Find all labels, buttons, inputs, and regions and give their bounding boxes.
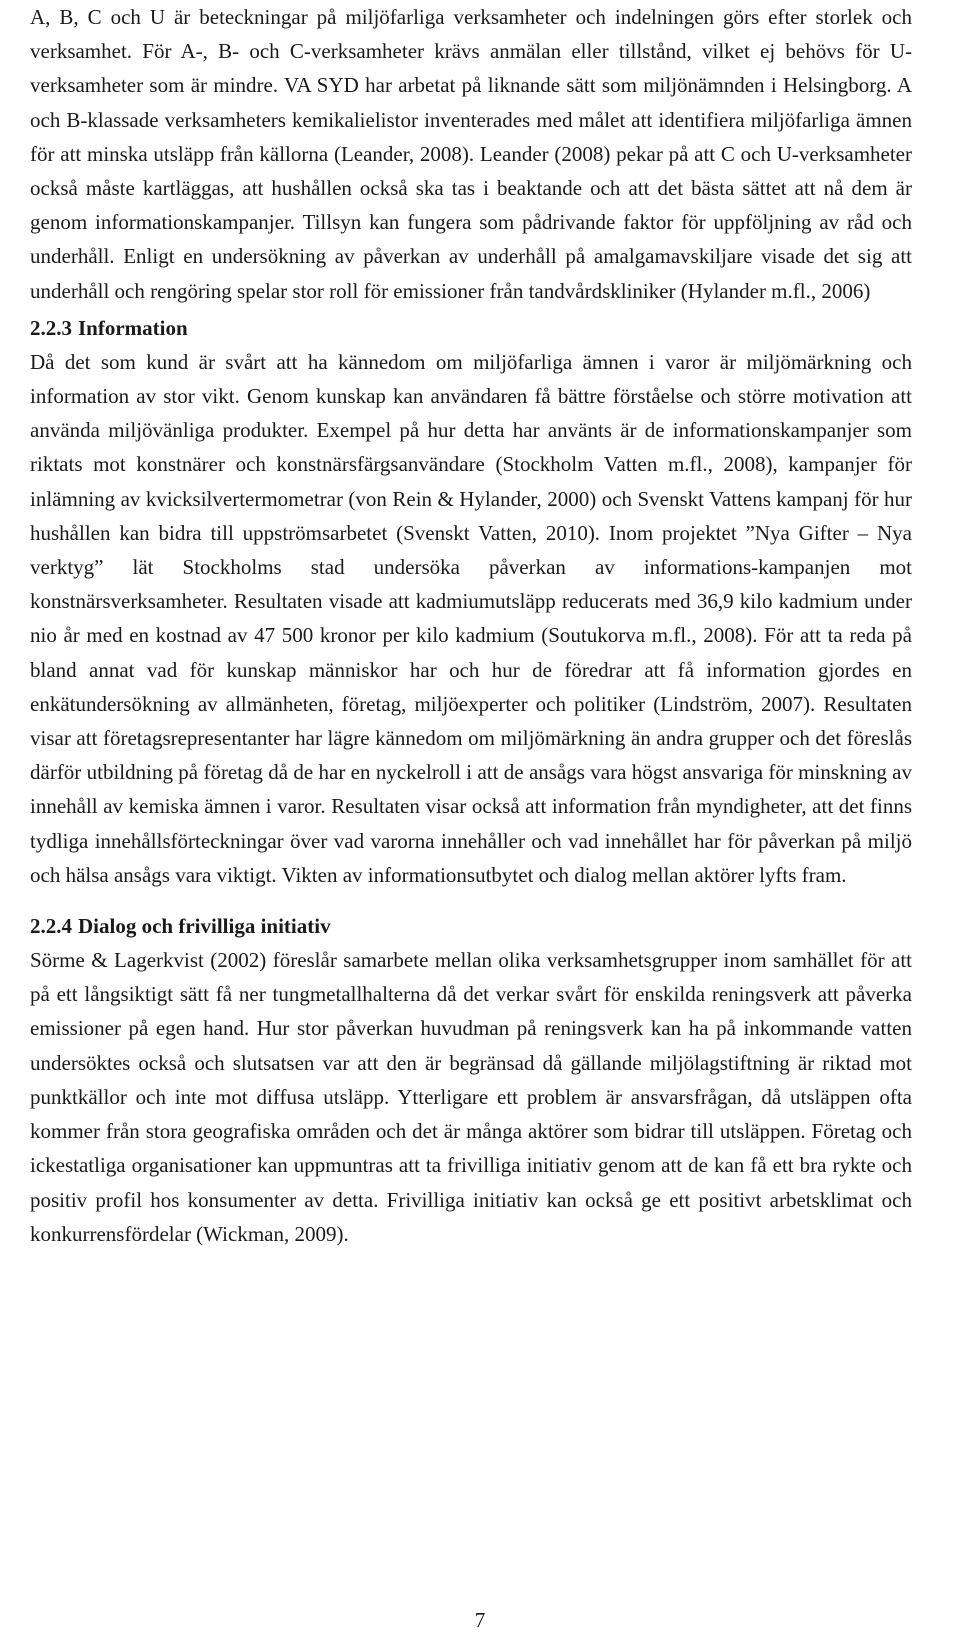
section-heading-information	[30, 311, 912, 345]
intro-paragraph: A, B, C och U är beteckningar på miljöfarliga verksamheter och indelningen görs efter storlek och verksamhet. För A-, B- och C-verksamheter krävs anmälan eller tillstånd, vilket ej behövs för U-verksamheter som är mindre. VA SYD har arbetat på liknande sätt som miljönämnden i Helsingborg. A och B-klassade verksamheters kemikalielistor inventerades med målet att identifiera miljöfarliga ämnen för att minska utsläpp från källorna (Leander, 2008). Leander (2008) pekar på att C och U-verksamheter också måste kartläggas, att hushållen också ska tas i beaktande och att det bästa sättet att nå dem är genom informationskampanjer. Tillsyn kan fungera som pådrivande faktor för uppföljning av råd och underhåll. Enligt en undersökning av påverkan av underhåll på amalgamavskiljare visade det sig att underhåll och rengöring spelar stor roll för emissioner från tandvårdskliniker (Hylander m.fl., 2006)	[30, 5, 912, 303]
section-number: 2.2.4	[30, 914, 72, 939]
page-number: 7	[474, 1608, 486, 1632]
section-heading-dialog	[30, 909, 912, 943]
information-paragraph: Då det som kund är svårt att ha kännedom om miljöfarliga ämnen i varor är miljömärkning och information av stor vikt. Genom kunskap kan användaren få bättre förståelse och större motivation att använda miljövänliga produkter. Exempel på hur detta har använts är de informationskampanjer som riktats mot konstnärer och konstnärsfärgsanvändare (Stockholm Vatten m.fl., 2008), kampanjer för inlämning av kvicksilvertermometrar (von Rein & Hylander, 2000) och Svenskt Vattens kampanj för hur hushållen kan bidra till uppströmsarbetet (Svenskt Vatten, 2010). Inom projektet ”Nya Gifter – Nya verktyg” lät Stockholms stad undersöka påverkan av informations-kampanjen mot konstnärsverksamheter. Resultaten visade att kadmiumutsläpp reducerats med 36,9 kilo kadmium under nio år med en kostnad av 47 500 kronor per kilo kadmium (Soutukorva m.fl., 2008). För att ta reda på bland annat vad för kunskap människor har och hur de föredrar att få information gjordes en enkätundersökning av allmänheten, företag, miljöexperter och politiker (Lindström, 2007). Resultaten visar att företagsrepresentanter har lägre kännedom om miljömärkning än andra grupper och det föreslås därför utbildning på företag då de har en nyckelroll i att de ansågs vara högst ansvariga för minskning av innehåll av kemiska ämnen i varor. Resultaten visar också att information från myndigheter, att det finns tydliga innehållsförteckningar över vad varorna innehåller och vad innehållet har för påverkan på miljö och hälsa ansågs vara viktigt. Vikten av informationsutbytet och dialog mellan aktörer lyfts fram.	[30, 349, 912, 887]
section-number: 2.2.3	[30, 315, 72, 340]
section-title: Information	[78, 315, 188, 340]
dialog-paragraph: Sörme & Lagerkvist (2002) föreslår samarbete mellan olika verksamhetsgrupper inom samhället för att på ett långsiktigt sätt få ner tungmetallhalterna då det verkar svårt för enskilda reningsverk att påverka emissioner på egen hand. Hur stor påverkan huvudman på reningsverk kan ha på inkommande vatten undersöktes också och slutsatsen var att den är begränsad då gällande miljölagstiftning är riktad mot punktkällor och inte mot diffusa utsläpp. Ytterligare ett problem är ansvarsfrågan, då utsläppen ofta kommer från stora geografiska områden och det är många aktörer som bidrar till utsläppen. Företag och ickestatliga organisationer kan uppmuntras att ta frivilliga initiativ genom att de kan få ett bra rykte och positiv profil hos konsumenter av detta. Frivilliga initiativ kan också ge ett positivt arbetsklimat och konkurrensfördelar (Wickman, 2009).	[30, 948, 912, 1246]
section-title: Dialog och frivilliga initiativ	[78, 914, 331, 939]
document-page	[30, 0, 912, 1251]
